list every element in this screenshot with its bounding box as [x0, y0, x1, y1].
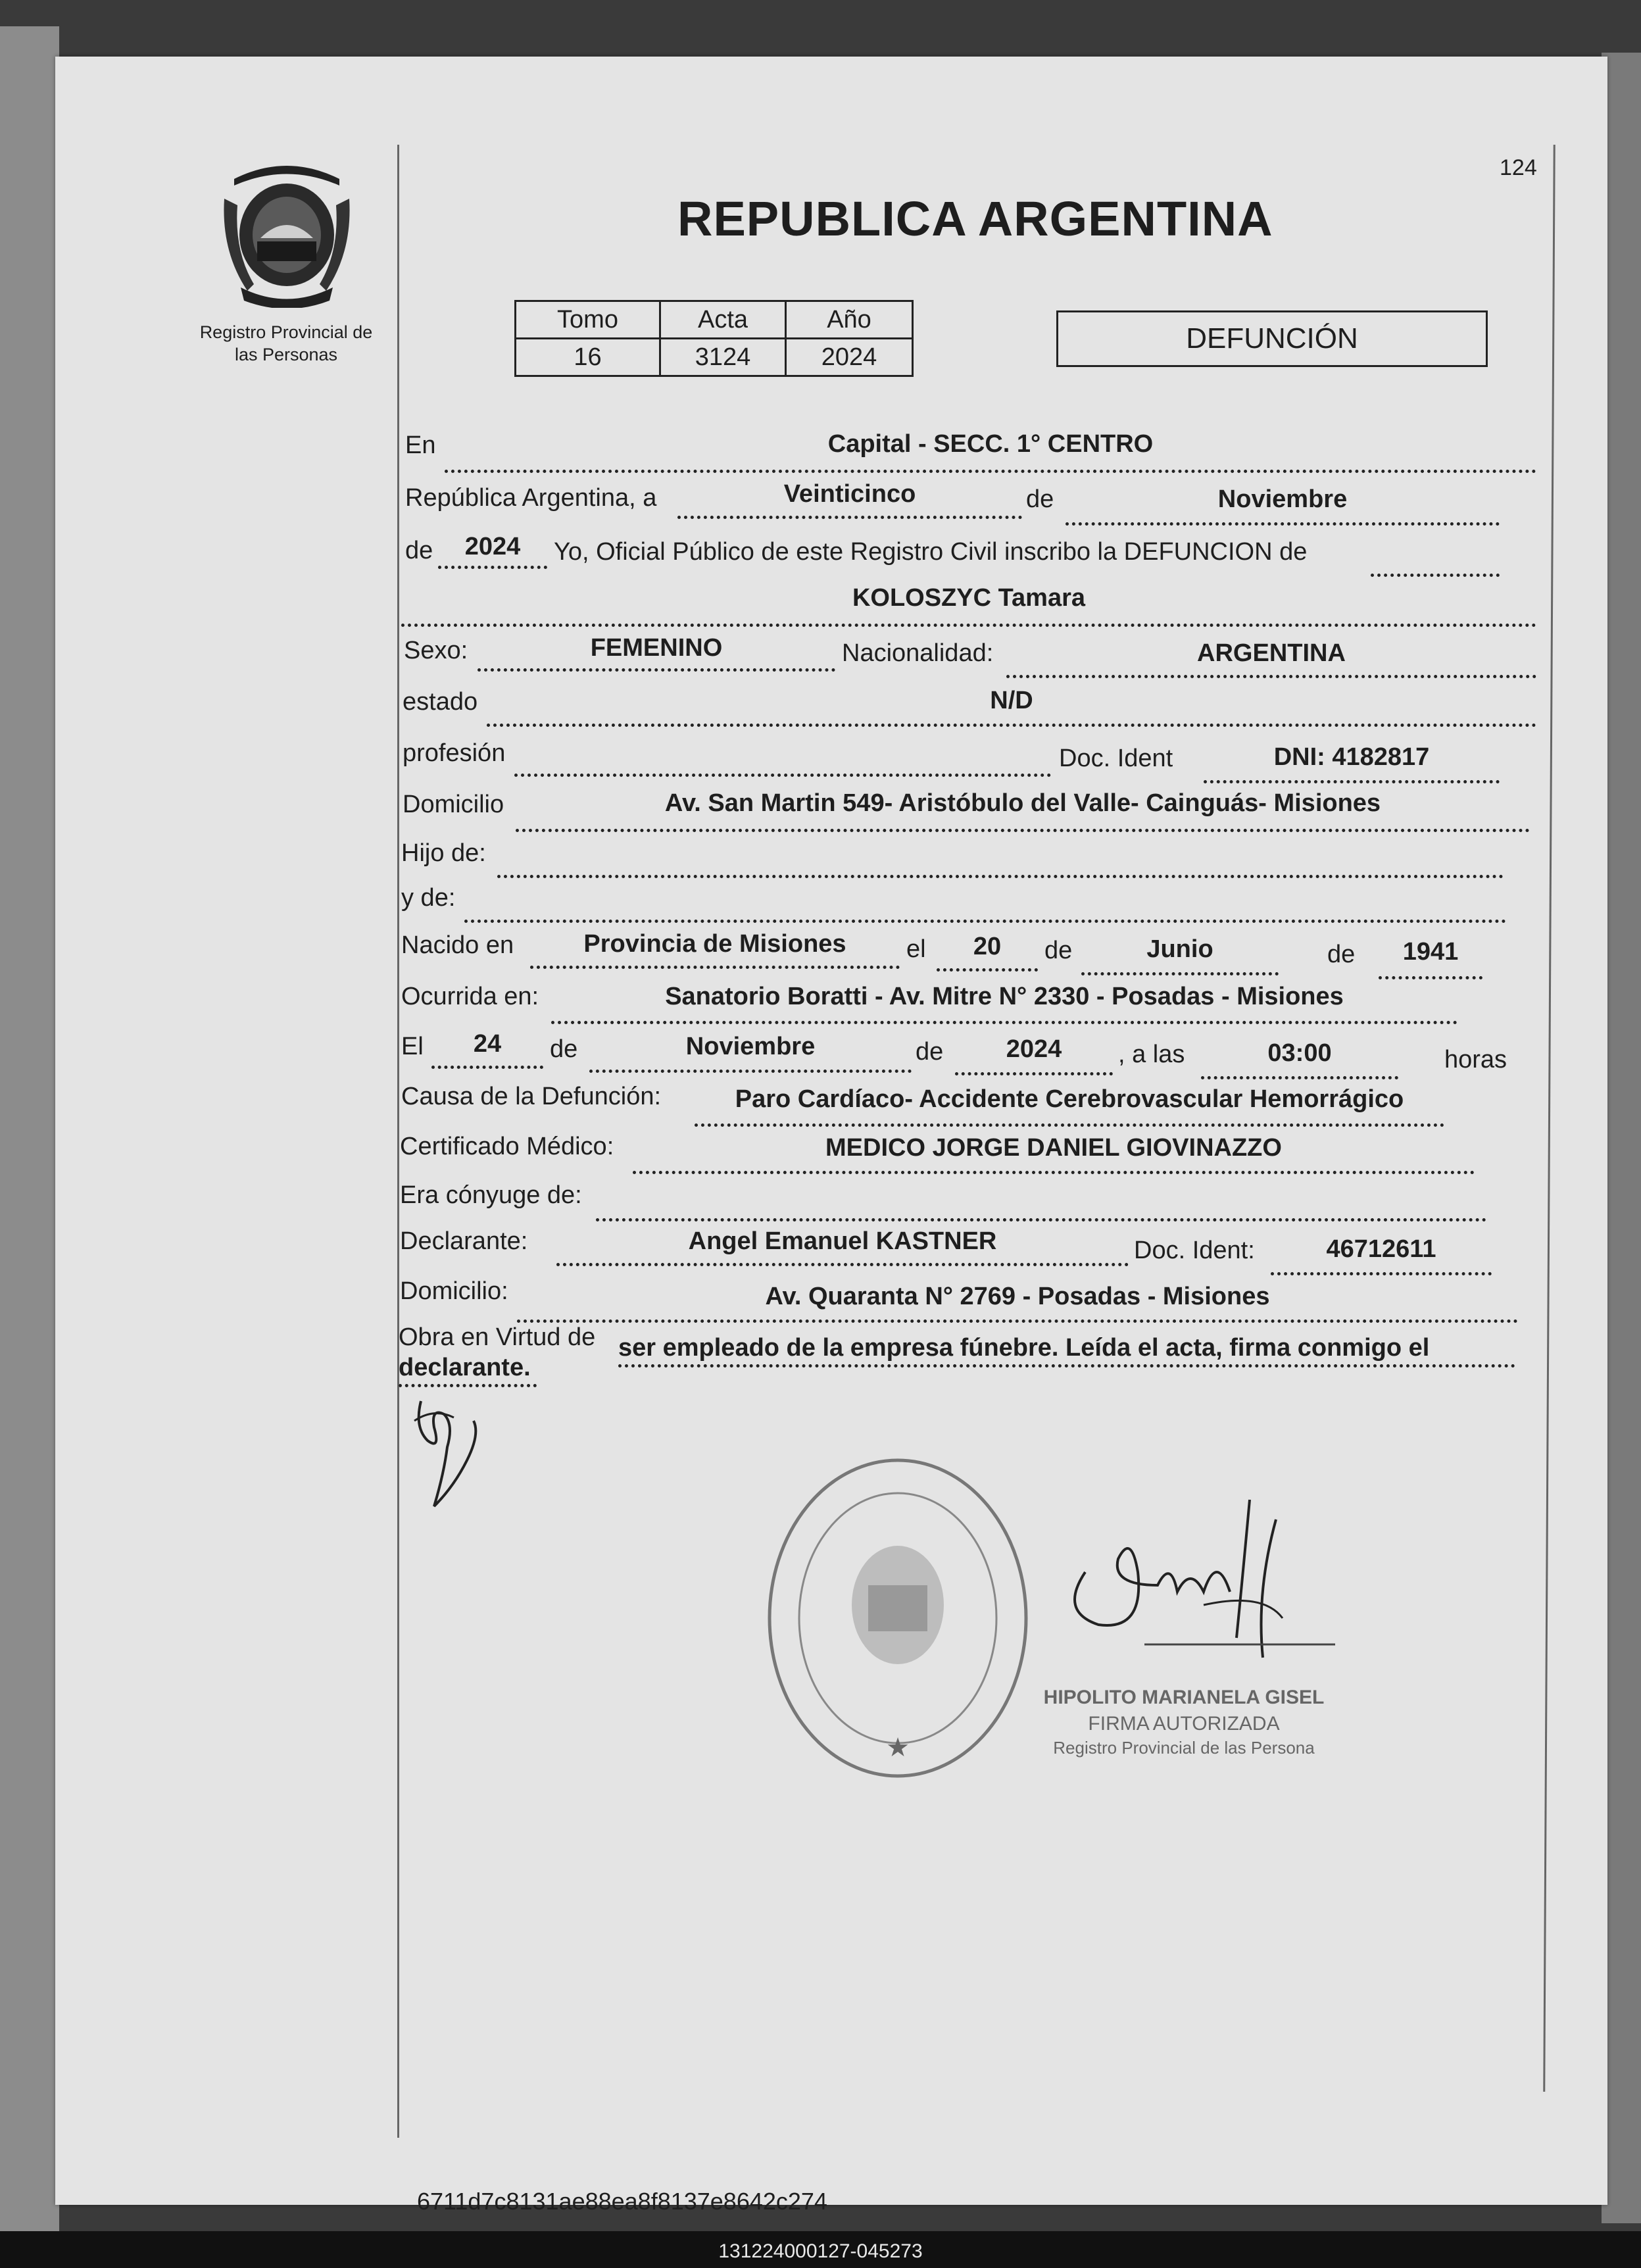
causa-label: Causa de la Defunción: [401, 1083, 662, 1110]
registry-seal-icon [763, 1454, 1033, 1783]
de-label-2: de [1044, 937, 1073, 964]
yde-dotted-line [464, 920, 1506, 923]
table-value-acta: 3124 [660, 339, 786, 376]
yo-text: Yo, Oficial Público de este Registro Civil inscribo la DEFUNCION de [554, 538, 1308, 566]
obra-value-line2: declarante. [399, 1354, 531, 1381]
alas-label: , a las [1118, 1041, 1185, 1068]
nacido-value: Provincia de Misiones [583, 930, 846, 958]
obra-dotted-line [618, 1364, 1515, 1368]
estado-label: estado [403, 688, 478, 716]
ocurrida-label: Ocurrida en: [401, 983, 539, 1010]
doc-ident2-label: Doc. Ident: [1134, 1237, 1255, 1264]
declarante-value: Angel Emanuel KASTNER [688, 1227, 997, 1255]
record-table [514, 300, 914, 377]
month-text-value: Noviembre [1217, 485, 1348, 513]
el-label-2: El [401, 1033, 424, 1060]
domicilio2-label: Domicilio: [400, 1277, 508, 1305]
declarante-label: Declarante: [400, 1227, 528, 1255]
doc-ident2-dotted-line [1271, 1272, 1492, 1275]
table-value-tomo: 16 [516, 339, 660, 376]
month-dotted-line [1065, 522, 1500, 526]
yde-label: y de: [401, 884, 456, 912]
table-value-anio: 2024 [786, 339, 913, 376]
official-signature-icon [1046, 1493, 1348, 1677]
conyuge-dotted-line [596, 1218, 1486, 1221]
day-dotted-line [677, 516, 1022, 519]
signatory-org: Registro Provincial de las Persona [1053, 1738, 1315, 1758]
birth-month-value: Junio [1146, 935, 1213, 963]
death-day-dotted-line [431, 1066, 543, 1069]
signatory-name: HIPOLITO MARIANELA GISEL [1043, 1687, 1325, 1708]
year-prefix-label: de [405, 537, 433, 564]
birth-month-dotted-line [1081, 972, 1279, 975]
declarant-signature-icon [408, 1388, 487, 1513]
record-type-box: DEFUNCIÓN [1056, 310, 1488, 367]
yo-dotted-line [1371, 574, 1500, 577]
death-year-dotted-line [955, 1072, 1113, 1075]
death-year-value: 2024 [1006, 1035, 1062, 1063]
left-margin-line [397, 145, 399, 2138]
year-value: 2024 [464, 533, 521, 560]
domicilio2-value: Av. Quaranta N° 2769 - Posadas - Misiones [765, 1283, 1270, 1310]
doc-ident-label: Doc. Ident [1059, 745, 1173, 772]
de-label: de [1026, 485, 1054, 513]
certificado-dotted-line [633, 1171, 1475, 1174]
death-month-value: Noviembre [685, 1033, 816, 1060]
nacido-dotted-line [530, 966, 900, 969]
ocurrida-value: Sanatorio Boratti - Av. Mitre N° 2330 - Posadas - Misiones [665, 983, 1344, 1010]
table-header-anio: Año [786, 301, 913, 339]
causa-value: Paro Cardíaco- Accidente Cerebrovascular Hemorrágico [735, 1085, 1404, 1113]
certificado-value: MEDICO JORGE DANIEL GIOVINAZZO [825, 1134, 1282, 1162]
year-dotted-line [438, 566, 547, 569]
doc-ident2-value: 46712611 [1326, 1235, 1436, 1263]
death-day-value: 24 [473, 1030, 502, 1058]
de-label-5: de [916, 1038, 944, 1066]
table-header-tomo: Tomo [516, 301, 660, 339]
profesion-dotted-line [514, 774, 1051, 777]
certificate-paper [55, 57, 1607, 2205]
horas-label: horas [1444, 1046, 1507, 1073]
hijo-dotted-line [497, 875, 1504, 878]
nacionalidad-label: Nacionalidad: [842, 639, 994, 667]
obra-value-line1: ser empleado de la empresa fúnebre. Leída el acta, firma conmigo el [618, 1334, 1430, 1362]
page-number: 124 [1500, 155, 1537, 180]
en-value: Capital - SECC. 1° CENTRO [827, 430, 1154, 458]
estado-value: N/D [990, 687, 1033, 714]
birth-year-dotted-line [1379, 976, 1482, 979]
day-text-value: Veinticinco [783, 480, 916, 508]
nacionalidad-dotted-line [1006, 675, 1536, 678]
declarante-dotted-line [556, 1263, 1129, 1266]
death-month-dotted-line [589, 1070, 912, 1073]
sexo-value: FEMENINO [590, 634, 723, 662]
en-label: En [405, 431, 436, 459]
domicilio-dotted-line [516, 829, 1530, 832]
footer-code: 131224000127-045273 [718, 2240, 923, 2262]
deceased-name-value: KOLOSZYC Tamara [852, 584, 1086, 612]
domicilio-label: Domicilio [403, 791, 504, 818]
death-time-value: 03:00 [1267, 1039, 1332, 1067]
doc-ident-dotted-line [1204, 780, 1500, 783]
sexo-label: Sexo: [404, 637, 468, 664]
nacionalidad-value: ARGENTINA [1197, 639, 1346, 667]
domicilio-value: Av. San Martin 549- Aristóbulo del Valle- Cainguás- Misiones [664, 789, 1381, 817]
de-label-4: de [550, 1035, 578, 1063]
domicilio2-dotted-line [517, 1319, 1518, 1323]
nacido-label: Nacido en [401, 931, 514, 959]
registry-label-line1: Registro Provincial de [199, 322, 373, 342]
republica-label: República Argentina, a [405, 484, 657, 512]
el-label: el [906, 935, 926, 963]
en-dotted-line [445, 470, 1536, 473]
scan-edge-left [0, 26, 59, 2236]
registry-label [178, 321, 395, 366]
province-crest-icon [221, 159, 353, 308]
ocurrida-dotted-line [551, 1021, 1457, 1024]
document-hash: 6711d7c8131ae88ea8f8137e8642c274 [417, 2188, 827, 2215]
de-label-3: de [1327, 941, 1356, 968]
registry-label-line2: las Personas [234, 345, 338, 364]
birth-day-value: 20 [973, 933, 1002, 960]
sexo-dotted-line [478, 668, 835, 672]
obra-label: Obra en Virtud de [399, 1323, 596, 1351]
name-dotted-line [401, 624, 1536, 627]
birth-day-dotted-line [937, 968, 1038, 972]
page-title: REPUBLICA ARGENTINA [677, 191, 1273, 246]
profesion-label: profesión [403, 739, 506, 767]
causa-dotted-line [695, 1123, 1444, 1127]
estado-dotted-line [487, 724, 1536, 727]
conyuge-label: Era cónyuge de: [400, 1181, 582, 1209]
hijo-label: Hijo de: [401, 839, 486, 867]
signatory-role: FIRMA AUTORIZADA [1088, 1713, 1280, 1735]
birth-year-value: 1941 [1402, 938, 1459, 966]
death-time-dotted-line [1201, 1076, 1398, 1079]
svg-text:★: ★ [886, 1733, 910, 1762]
doc-ident-value: DNI: 4182817 [1273, 743, 1430, 771]
scan-edge-right [1602, 53, 1641, 2223]
obra-dotted-line-2 [399, 1384, 537, 1387]
certificado-label: Certificado Médico: [400, 1133, 614, 1160]
table-header-acta: Acta [660, 301, 786, 339]
